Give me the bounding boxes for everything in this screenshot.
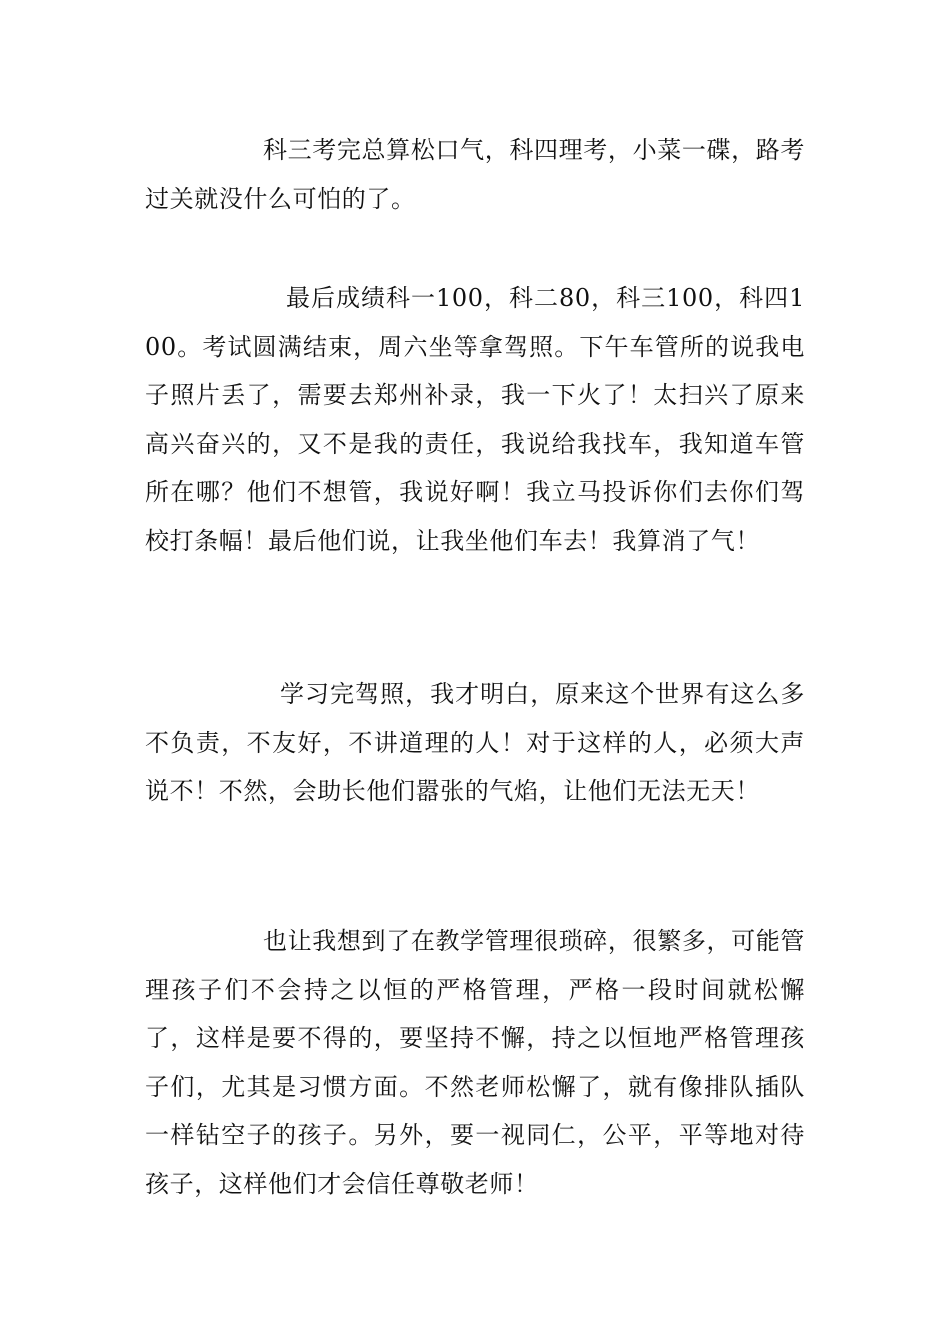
paragraph-1: 科三考完总算松口气，科四理考，小菜一碟，路考过关就没什么可怕的了。 bbox=[145, 136, 805, 213]
paragraph-3: 学习完驾照，我才明白，原来这个世界有这么多不负责，不友好，不讲道理的人！对于这样的人，必须大声说不！不然，会助长他们嚣张的气焰，让他们无法无天！ bbox=[145, 680, 805, 805]
paragraph-2: 最后成绩科一100，科二80，科三100，科四100。考试圆满结束，周六坐等拿驾照。下午车管所的说我电子照片丢了，需要去郑州补录，我一下火了！太扫兴了原来高兴奋兴的，又不是我的责任，我说给我找车，我知道车管所在哪？他们不想管，我说好啊！我立马投诉你们去你们驾校打条幅！最后他们说，让我坐他们车去！我算消了气！ bbox=[145, 284, 805, 555]
paragraph-4: 也让我想到了在教学管理很琐碎，很繁多，可能管理孩子们不会持之以恒的严格管理，严格一段时间就松懈了，这样是要不得的，要坚持不懈，持之以恒地严格管理孩子们，尤其是习惯方面。不然老师松懈了，就有像排队插队一样钻空子的孩子。另外，要一视同仁，公平，平等地对待孩子，这样他们才会信任尊敬老师！ bbox=[145, 927, 805, 1198]
